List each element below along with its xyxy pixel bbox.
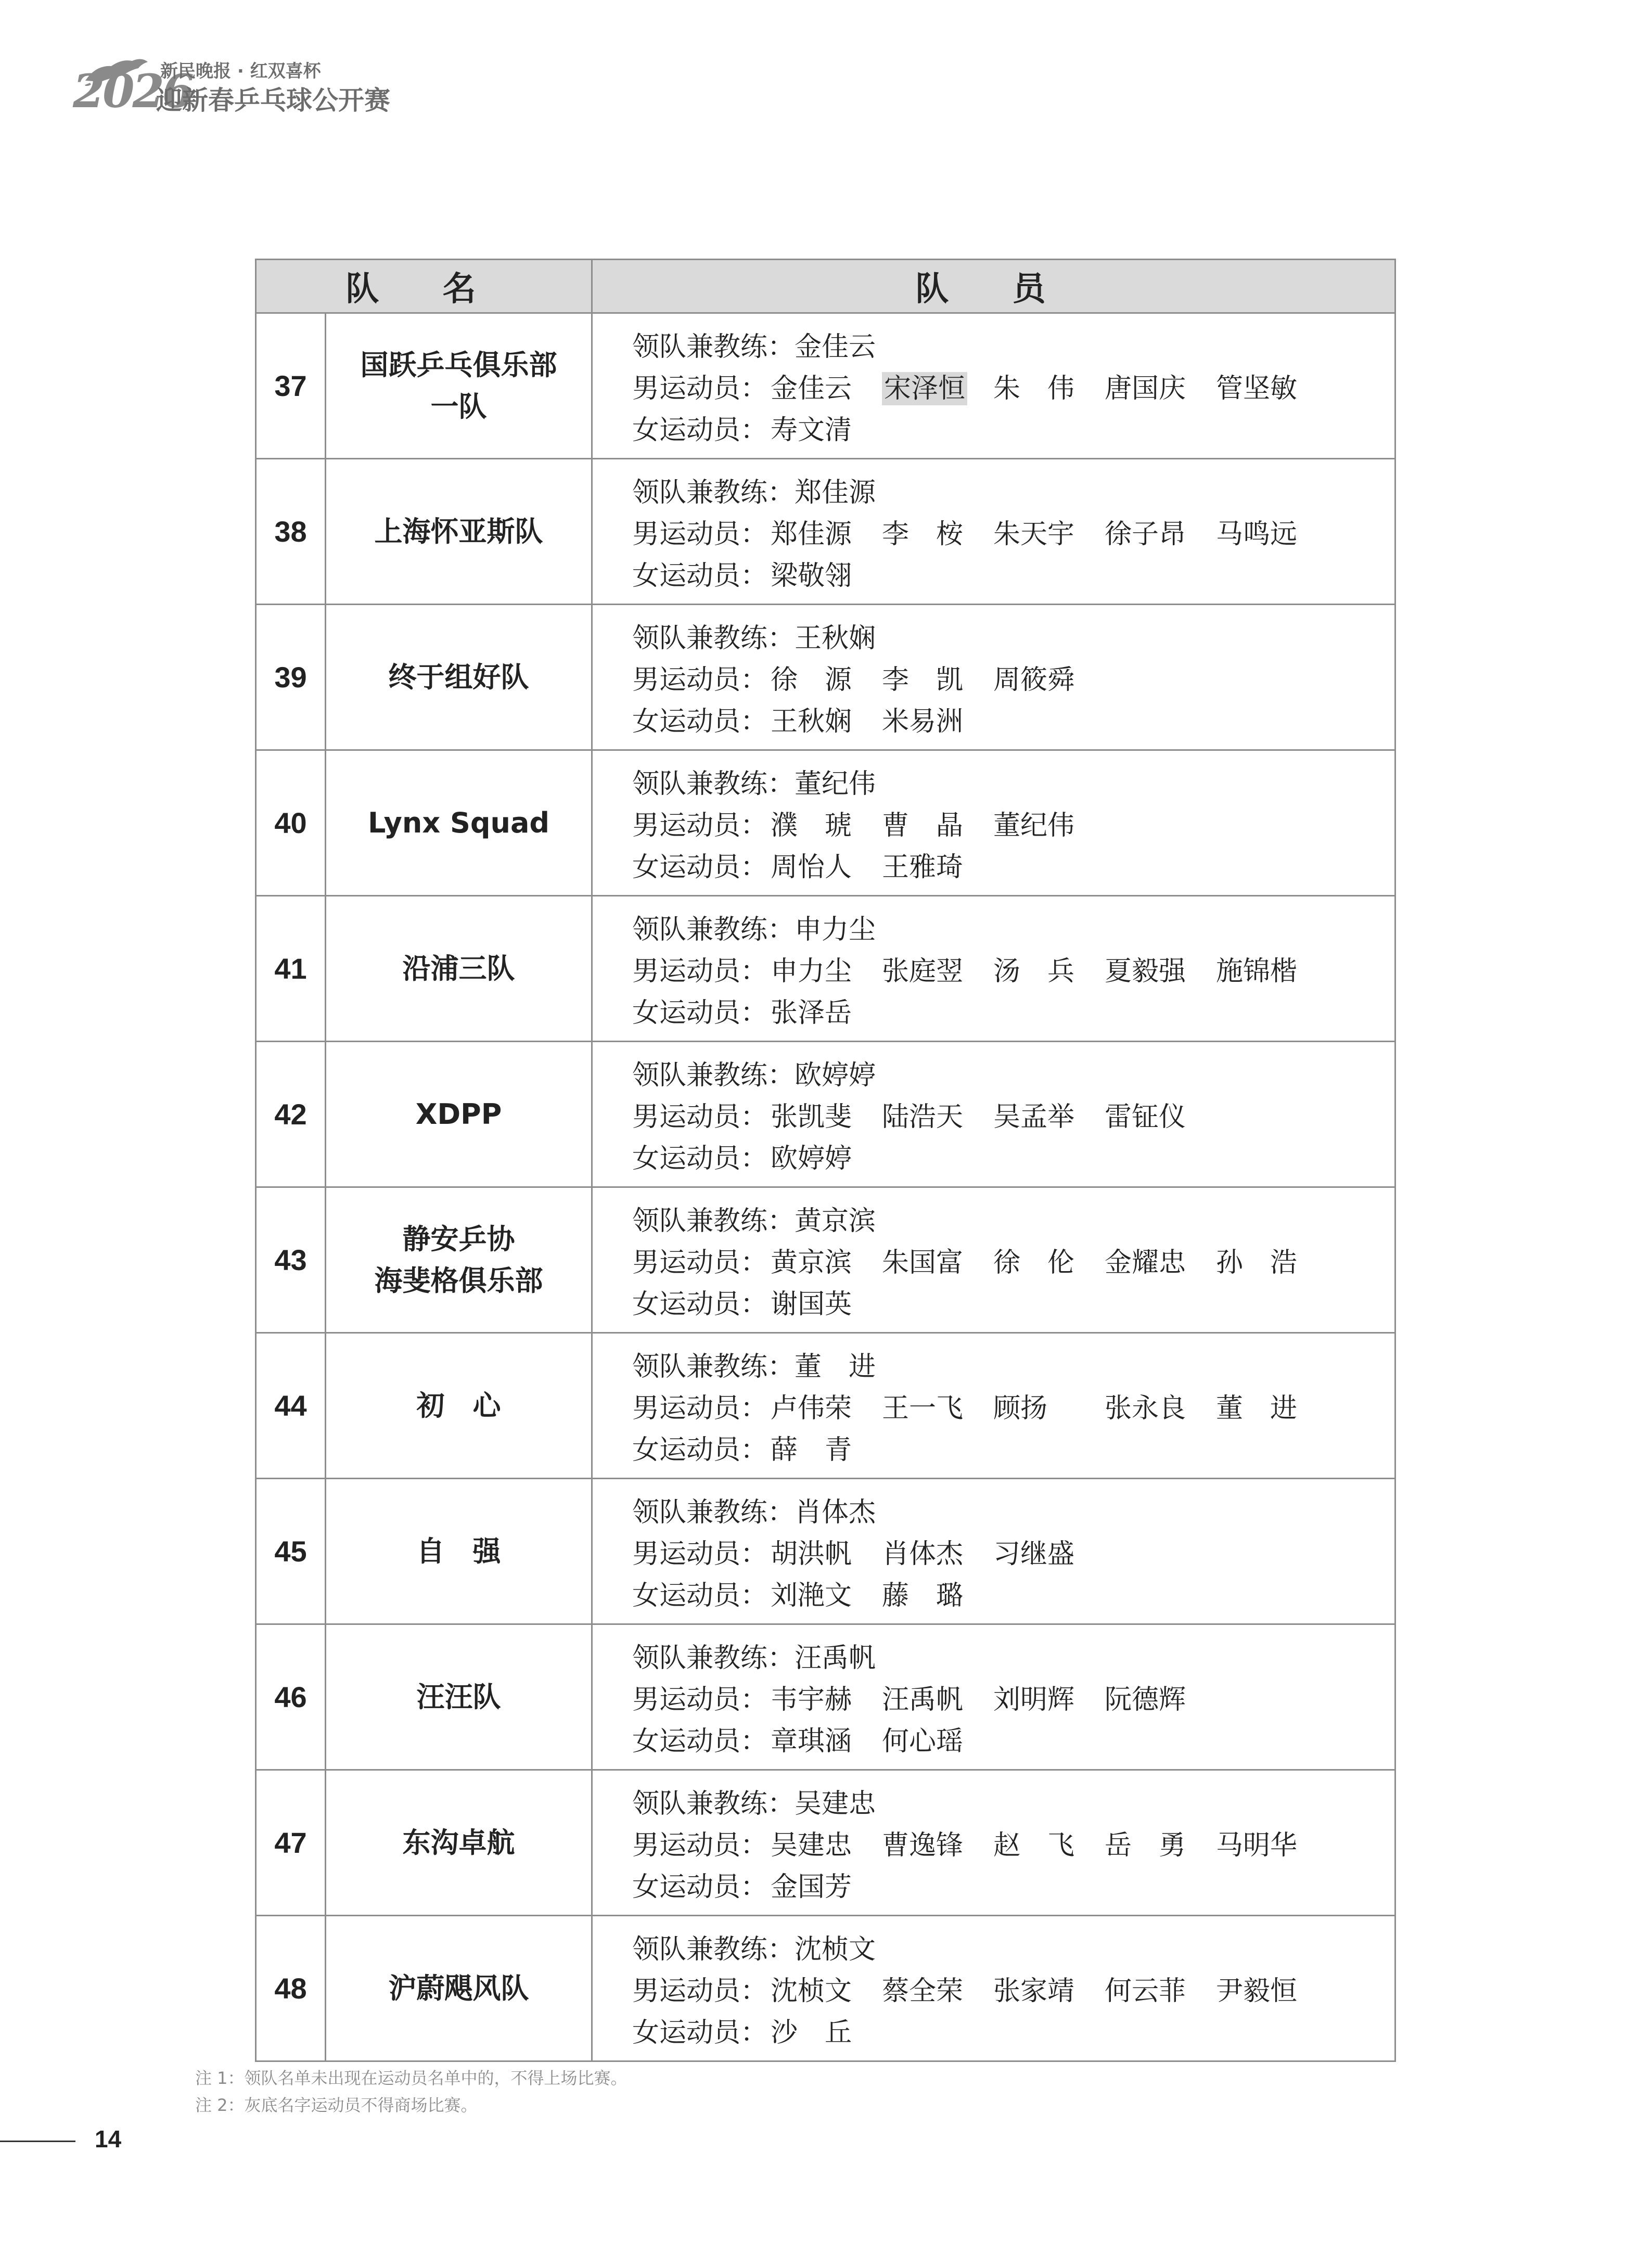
player-name-text: 金佳云 — [771, 373, 852, 404]
player-name: 米易洲 — [882, 706, 964, 737]
player-name — [1216, 366, 1327, 405]
logo-year: 2026 — [73, 64, 192, 118]
player-name: 沙 丘 — [771, 2017, 852, 2048]
player-name: 欧婷婷 — [771, 1143, 852, 1174]
player-name — [993, 1532, 1105, 1571]
women-players-line — [632, 1281, 1394, 1323]
player-name — [1105, 1240, 1216, 1279]
player-name-text: 尹毅恒 — [1216, 1976, 1298, 2007]
men-label: 男运动员： — [632, 1539, 768, 1570]
player-name-text: 王一飞 — [882, 1393, 964, 1424]
men-players-line — [632, 657, 1394, 698]
women-players-line — [632, 1864, 1394, 1905]
team-number: 39 — [256, 605, 326, 750]
coach-label: 领队兼教练： — [632, 914, 795, 945]
men-label: 男运动员： — [632, 956, 768, 987]
team-members — [592, 1916, 1395, 2061]
table-row — [256, 1187, 1395, 1333]
player-name-text: 顾扬 — [993, 1393, 1048, 1424]
player-name — [993, 366, 1105, 405]
coach-label: 领队兼教练： — [632, 1934, 795, 1965]
player-name — [771, 803, 882, 842]
team-members — [592, 459, 1395, 605]
women-label: 女运动员： — [632, 560, 768, 592]
player-name — [993, 658, 1105, 697]
coach-label: 领队兼教练： — [632, 1497, 795, 1528]
player-name — [771, 1677, 882, 1716]
player-name — [771, 1386, 882, 1425]
women-label: 女运动员： — [632, 852, 768, 883]
footnotes — [195, 2065, 627, 2119]
women-players-line — [632, 698, 1394, 740]
team-name: 初 心 — [326, 1333, 592, 1479]
player-name: 周怡人 — [771, 852, 852, 883]
coach-label: 领队兼教练： — [632, 1206, 795, 1237]
player-name-text: 申力尘 — [771, 956, 852, 987]
player-name-text: 张永良 — [1105, 1393, 1186, 1424]
player-name — [882, 949, 993, 988]
player-name-text: 金耀忠 — [1105, 1247, 1186, 1278]
player-name-text: 汤 兵 — [993, 956, 1075, 987]
table-row — [256, 896, 1395, 1042]
player-name — [993, 1386, 1105, 1425]
player-name-text: 董纪伟 — [993, 810, 1075, 841]
coach-name: 郑佳源 — [795, 477, 876, 508]
women-players-line — [632, 1427, 1394, 1468]
player-name-text: 管坚敏 — [1216, 373, 1298, 404]
coach-line — [632, 1926, 1394, 1968]
player-name — [1216, 1823, 1327, 1862]
team-number: 43 — [256, 1187, 326, 1333]
player-name-text: 孙 浩 — [1216, 1247, 1298, 1278]
team-number: 46 — [256, 1624, 326, 1770]
coach-name: 汪禹帆 — [795, 1643, 876, 1674]
team-name: 静安乒协 海斐格俱乐部 — [326, 1187, 592, 1333]
table-body — [256, 313, 1395, 2061]
coach-name: 黄京滨 — [795, 1206, 876, 1237]
player-name — [882, 1532, 993, 1571]
player-name-text: 周筱舜 — [993, 664, 1075, 696]
player-name — [771, 658, 882, 697]
men-players-line — [632, 1385, 1394, 1427]
team-members — [592, 1479, 1395, 1624]
women-label: 女运动员： — [632, 415, 768, 446]
player-name — [993, 512, 1105, 551]
team-members — [592, 1333, 1395, 1479]
team-number: 45 — [256, 1479, 326, 1624]
player-name-text: 马明华 — [1216, 1830, 1298, 1861]
header-members: 队 员 — [592, 260, 1395, 313]
coach-label: 领队兼教练： — [632, 477, 795, 508]
player-name-text: 陆浩天 — [882, 1101, 964, 1133]
women-label: 女运动员： — [632, 2017, 768, 2048]
player-name-text: 吴孟举 — [993, 1101, 1075, 1133]
women-players-line — [632, 844, 1394, 886]
player-name: 谢国英 — [771, 1289, 852, 1320]
player-name: 何心瑶 — [882, 1726, 964, 1757]
player-name — [1105, 1677, 1216, 1716]
team-name: 沪蔚飓风队 — [326, 1916, 592, 2061]
player-name-text: 卢伟荣 — [771, 1393, 852, 1424]
player-name — [882, 512, 993, 551]
player-name — [771, 1240, 882, 1279]
coach-line — [632, 1635, 1394, 1676]
player-name-text: 李 凯 — [882, 664, 964, 696]
player-name-text: 朱天宇 — [993, 519, 1075, 550]
player-name — [1216, 512, 1327, 551]
women-label: 女运动员： — [632, 1580, 768, 1611]
men-players-line — [632, 802, 1394, 844]
player-name-text: 夏毅强 — [1105, 956, 1186, 987]
player-name-text: 徐 伦 — [993, 1247, 1075, 1278]
team-name: 终于组好队 — [326, 605, 592, 750]
player-name: 薛 青 — [771, 1434, 852, 1466]
player-name-text: 曹逸锋 — [882, 1830, 964, 1861]
player-name-text: 张庭翌 — [882, 956, 964, 987]
player-name-text: 胡洪帆 — [771, 1539, 852, 1570]
women-label: 女运动员： — [632, 1289, 768, 1320]
player-name — [1105, 366, 1216, 405]
player-name-text: 习继盛 — [993, 1539, 1075, 1570]
men-players-line — [632, 1676, 1394, 1718]
team-members — [592, 750, 1395, 896]
player-name — [1216, 1386, 1327, 1425]
coach-line — [632, 1780, 1394, 1822]
men-players-line — [632, 1822, 1394, 1864]
player-name — [1105, 1095, 1216, 1134]
team-roster-table — [255, 259, 1396, 2062]
men-label: 男运动员： — [632, 1976, 768, 2007]
men-players-line — [632, 1094, 1394, 1135]
player-name-text: 唐国庆 — [1105, 373, 1186, 404]
player-name — [882, 1823, 993, 1862]
player-name-text: 岳 勇 — [1105, 1830, 1186, 1861]
player-name-text: 濮 琥 — [771, 810, 852, 841]
team-name: 国跃乒乓俱乐部 一队 — [326, 313, 592, 459]
coach-name: 欧婷婷 — [795, 1060, 876, 1091]
coach-line — [632, 761, 1394, 802]
footnote-2: 注 2：灰底名字运动员不得商场比赛。 — [195, 2095, 478, 2115]
team-number: 38 — [256, 459, 326, 605]
coach-name: 董纪伟 — [795, 768, 876, 800]
team-number: 41 — [256, 896, 326, 1042]
men-players-line — [632, 948, 1394, 990]
player-name — [882, 1386, 993, 1425]
team-number: 37 — [256, 313, 326, 459]
women-label: 女运动员： — [632, 706, 768, 737]
footer-rule — [0, 2141, 75, 2142]
player-name-text: 张家靖 — [993, 1976, 1075, 2007]
women-players-line — [632, 2009, 1394, 2051]
table-row — [256, 1042, 1395, 1187]
page-number: 14 — [95, 2125, 122, 2153]
player-name — [993, 1969, 1105, 2008]
player-name — [771, 512, 882, 551]
player-name — [1105, 1969, 1216, 2008]
coach-name: 董 进 — [795, 1351, 876, 1382]
men-label: 男运动员： — [632, 810, 768, 841]
player-name-text: 汪禹帆 — [882, 1684, 964, 1715]
player-name — [882, 1095, 993, 1134]
men-players-line — [632, 365, 1394, 407]
coach-line — [632, 1198, 1394, 1239]
player-name: 王秋娴 — [771, 706, 852, 737]
team-members — [592, 1187, 1395, 1333]
team-name: 东沟卓航 — [326, 1770, 592, 1916]
player-name — [771, 1823, 882, 1862]
table-row — [256, 1624, 1395, 1770]
table-row — [256, 313, 1395, 459]
player-name-text: 刘明辉 — [993, 1684, 1075, 1715]
player-name — [1105, 949, 1216, 988]
team-number: 40 — [256, 750, 326, 896]
player-name — [771, 1095, 882, 1134]
player-name-text: 施锦楷 — [1216, 956, 1298, 987]
player-name-text: 吴建忠 — [771, 1830, 852, 1861]
player-name — [771, 1532, 882, 1571]
player-name-restricted — [882, 366, 993, 405]
player-name-text: 阮德辉 — [1105, 1684, 1186, 1715]
player-name — [882, 803, 993, 842]
coach-name: 申力尘 — [795, 914, 876, 945]
coach-label: 领队兼教练： — [632, 1060, 795, 1091]
player-name: 张泽岳 — [771, 997, 852, 1029]
player-name-text: 何云菲 — [1105, 1976, 1186, 2007]
player-name — [1216, 949, 1327, 988]
women-label: 女运动员： — [632, 1434, 768, 1466]
coach-label: 领队兼教练： — [632, 623, 795, 654]
team-number: 42 — [256, 1042, 326, 1187]
table-row — [256, 1770, 1395, 1916]
player-name-text: 马鸣远 — [1216, 519, 1298, 550]
team-members — [592, 1042, 1395, 1187]
player-name — [882, 1677, 993, 1716]
women-players-line — [632, 1718, 1394, 1760]
player-name: 藤 璐 — [882, 1580, 964, 1611]
table-row — [256, 1479, 1395, 1624]
team-number: 47 — [256, 1770, 326, 1916]
player-name-text: 韦宇赫 — [771, 1684, 852, 1715]
table-row — [256, 750, 1395, 896]
player-name — [1105, 512, 1216, 551]
men-players-line — [632, 1531, 1394, 1572]
men-label: 男运动员： — [632, 373, 768, 404]
men-label: 男运动员： — [632, 1830, 768, 1861]
women-players-line — [632, 407, 1394, 449]
player-name: 金国芳 — [771, 1872, 852, 1903]
coach-line — [632, 1343, 1394, 1385]
women-label: 女运动员： — [632, 1726, 768, 1757]
coach-name: 肖体杰 — [795, 1497, 876, 1528]
coach-name: 王秋娴 — [795, 623, 876, 654]
player-name: 王雅琦 — [882, 852, 964, 883]
men-label: 男运动员： — [632, 1101, 768, 1133]
team-members — [592, 896, 1395, 1042]
player-name: 章琪涵 — [771, 1726, 852, 1757]
coach-label: 领队兼教练： — [632, 331, 795, 363]
table-header-row — [256, 260, 1395, 313]
player-name-text: 郑佳源 — [771, 519, 852, 550]
coach-line — [632, 906, 1394, 948]
player-name-text: 张凯斐 — [771, 1101, 852, 1133]
men-label: 男运动员： — [632, 664, 768, 696]
player-name — [771, 366, 882, 405]
player-name — [993, 803, 1105, 842]
men-players-line — [632, 511, 1394, 553]
player-name-text: 宋泽恒 — [882, 372, 967, 405]
player-name-text: 董 进 — [1216, 1393, 1298, 1424]
player-name — [882, 1969, 993, 2008]
coach-line — [632, 615, 1394, 657]
team-name: XDPP — [326, 1042, 592, 1187]
player-name-text: 徐子昂 — [1105, 519, 1186, 550]
coach-label: 领队兼教练： — [632, 1351, 795, 1382]
player-name — [1105, 1823, 1216, 1862]
player-name: 刘滟文 — [771, 1580, 852, 1611]
player-name-text: 肖体杰 — [882, 1539, 964, 1570]
coach-label: 领队兼教练： — [632, 1788, 795, 1820]
table-row — [256, 1916, 1395, 2061]
team-name: 自 强 — [326, 1479, 592, 1624]
player-name-text: 黄京滨 — [771, 1247, 852, 1278]
team-name: 汪汪队 — [326, 1624, 592, 1770]
player-name-text: 雷钲仪 — [1105, 1101, 1186, 1133]
player-name-text: 朱国富 — [882, 1247, 964, 1278]
team-name: 上海怀亚斯队 — [326, 459, 592, 605]
team-number: 44 — [256, 1333, 326, 1479]
women-label: 女运动员： — [632, 1143, 768, 1174]
player-name-text: 曹 晶 — [882, 810, 964, 841]
player-name — [1216, 1969, 1327, 2008]
men-players-line — [632, 1239, 1394, 1281]
player-name-text: 沈桢文 — [771, 1976, 852, 2007]
footnote-1: 注 1：领队名单未出现在运动员名单中的，不得上场比赛。 — [195, 2068, 627, 2088]
team-members — [592, 313, 1395, 459]
logo-event-title: 迎新春乒乓球公开赛 — [156, 85, 390, 116]
player-name — [1105, 1386, 1216, 1425]
coach-line — [632, 1489, 1394, 1531]
player-name — [882, 1240, 993, 1279]
men-label: 男运动员： — [632, 519, 768, 550]
player-name: 寿文清 — [771, 415, 852, 446]
header-team-name: 队 名 — [256, 260, 592, 313]
men-label: 男运动员： — [632, 1684, 768, 1715]
team-number: 48 — [256, 1916, 326, 2061]
team-members — [592, 1624, 1395, 1770]
men-players-line — [632, 1968, 1394, 2009]
coach-name: 吴建忠 — [795, 1788, 876, 1820]
player-name-text: 徐 源 — [771, 664, 852, 696]
player-name — [993, 1823, 1105, 1862]
women-players-line — [632, 1135, 1394, 1177]
event-logo — [73, 55, 390, 122]
women-players-line — [632, 553, 1394, 594]
player-name — [882, 658, 993, 697]
player-name — [1216, 1240, 1327, 1279]
coach-line — [632, 469, 1394, 511]
team-name: Lynx Squad — [326, 750, 592, 896]
player-name — [993, 949, 1105, 988]
player-name-text: 蔡全荣 — [882, 1976, 964, 2007]
player-name: 梁敬翎 — [771, 560, 852, 592]
coach-label: 领队兼教练： — [632, 768, 795, 800]
player-name — [771, 949, 882, 988]
women-label: 女运动员： — [632, 1872, 768, 1903]
player-name — [993, 1240, 1105, 1279]
coach-name: 沈桢文 — [795, 1934, 876, 1965]
player-name-text: 赵 飞 — [993, 1830, 1075, 1861]
coach-line — [632, 324, 1394, 365]
player-name — [993, 1677, 1105, 1716]
table-row — [256, 459, 1395, 605]
coach-line — [632, 1052, 1394, 1094]
coach-name: 金佳云 — [795, 331, 876, 363]
women-label: 女运动员： — [632, 997, 768, 1029]
logo-sponsor: 新民晚报 · 红双喜杯 — [160, 61, 321, 82]
player-name — [993, 1095, 1105, 1134]
player-name-text: 李 桉 — [882, 519, 964, 550]
player-name — [771, 1969, 882, 2008]
team-members — [592, 605, 1395, 750]
team-members — [592, 1770, 1395, 1916]
women-players-line — [632, 990, 1394, 1031]
table-row — [256, 1333, 1395, 1479]
men-label: 男运动员： — [632, 1393, 768, 1424]
player-name-text: 朱 伟 — [993, 373, 1075, 404]
table-row — [256, 605, 1395, 750]
team-name: 沿浦三队 — [326, 896, 592, 1042]
coach-label: 领队兼教练： — [632, 1643, 795, 1674]
women-players-line — [632, 1572, 1394, 1614]
men-label: 男运动员： — [632, 1247, 768, 1278]
